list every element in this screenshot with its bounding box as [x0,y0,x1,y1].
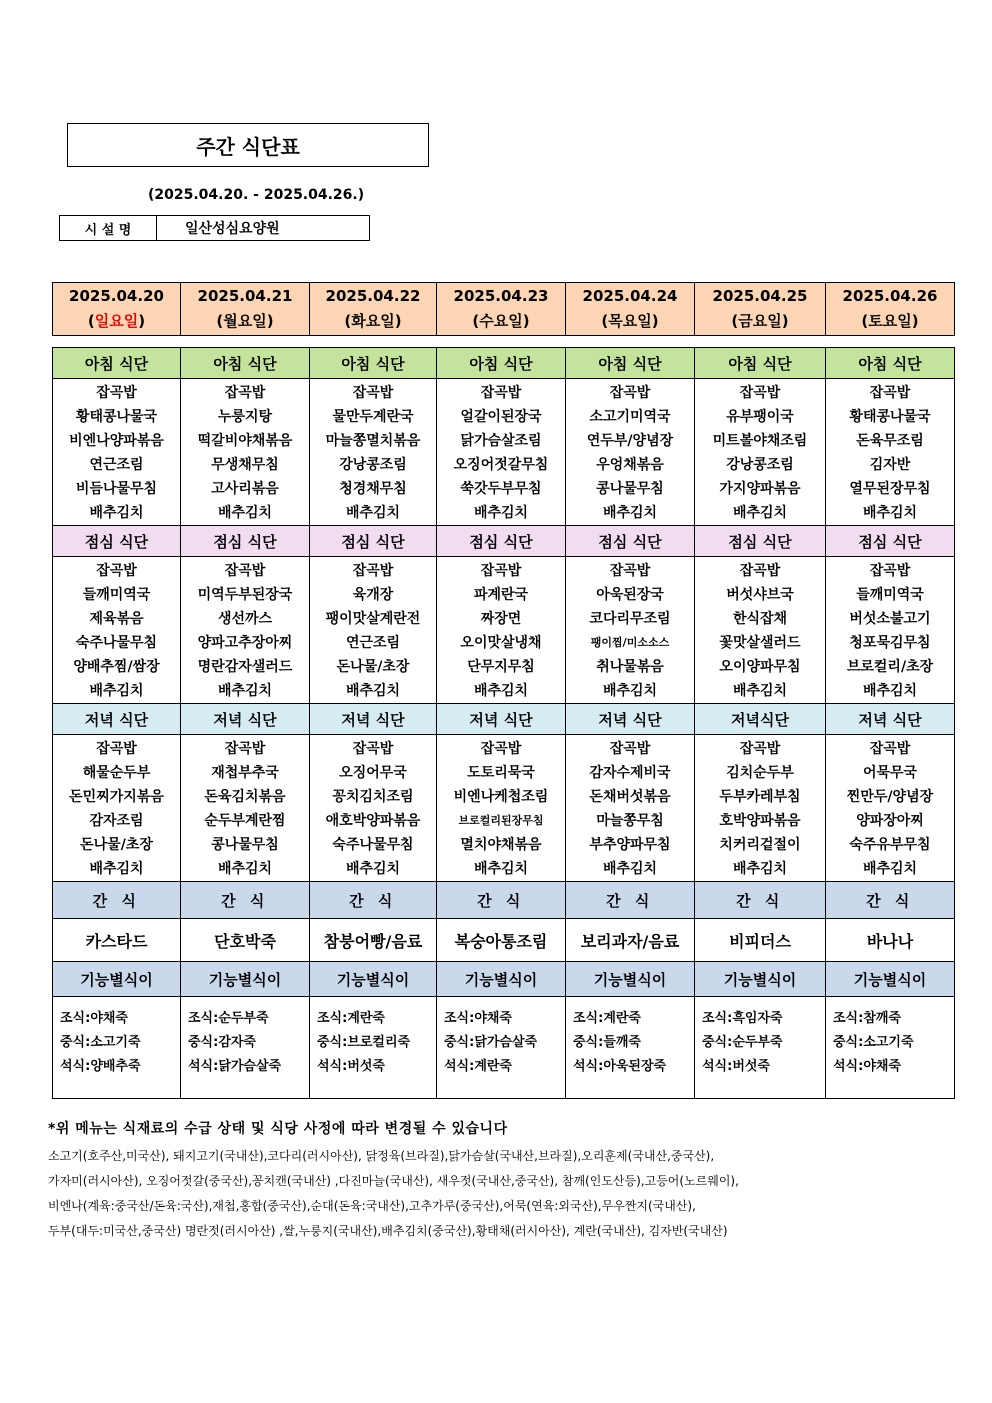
origin-note-line: 소고기(호주산,미국산), 돼지고기(국내산),코다리(러시아산), 닭정육(브라질),닭가슴살(국내산,브라질),오리훈제(국내산,중국산), [48,1149,715,1163]
weekday-close-paren: ) [911,312,919,330]
menu-item: 열무된장무침 [849,481,931,497]
menu-item: 잡곡밥 [96,741,137,757]
menu-item: 잡곡밥 [609,563,651,579]
menu-item: 양배추찜/쌈장 [73,659,160,675]
lunch-label: 점심 식단 [437,526,566,557]
menu-item: 잡곡밥 [96,563,137,579]
date-header-cell [437,283,566,336]
porridge-item: 중식:들깨죽 [573,1035,641,1050]
menu-item: 해물순두부 [82,765,151,781]
menu-item: 배추김치 [217,861,273,877]
snack-item: 카스타드 [53,919,181,962]
functional-diet-cell [566,997,695,1099]
functional-diet-label: 기능별식이 [695,962,826,997]
porridge-item: 중식:순두부죽 [702,1035,783,1050]
menu-item: 양파장아찌 [856,813,924,829]
menu-item: 마늘쫑무침 [596,813,664,829]
date-label: 2025.04.25 [712,287,808,305]
menu-item: 잡곡밥 [869,741,911,757]
functional-diet-header-row [53,962,955,997]
menu-item: 마늘쫑멸치볶음 [325,433,421,449]
menu-item: 두부카레부침 [719,789,801,805]
weekday-open-paren: ( [216,312,224,330]
lunch-menu-cell [437,557,566,704]
menu-item: 배추김치 [732,683,788,699]
lunch-header-row [53,526,955,557]
menu-item: 잡곡밥 [869,385,911,401]
functional-diet-label: 기능별식이 [53,962,181,997]
breakfast-label: 아침 식단 [53,348,181,379]
snack-label: 간 식 [310,882,437,919]
menu-item: 김자반 [869,457,911,473]
weekday-label [181,309,309,334]
date-label: 2025.04.23 [453,287,549,305]
date-header-cell [53,283,181,336]
snack-item: 바나나 [826,919,955,962]
date-header-table [52,282,955,336]
menu-item: 배추김치 [89,861,144,877]
menu-item: 숙주나물무침 [75,635,158,651]
menu-item: 어묵무국 [862,765,918,781]
menu-item: 돈채버섯볶음 [589,789,671,805]
menu-item: 황태콩나물국 [75,409,158,425]
menu-item: 치커리겉절이 [719,837,801,853]
menu-item: 배추김치 [473,505,529,521]
menu-item: 돈육김치볶음 [204,789,286,805]
menu-item: 버섯소불고기 [849,611,931,627]
menu-item: 재첩부추국 [211,765,279,781]
snack-item: 단호박죽 [181,919,310,962]
weekday-label [310,309,436,334]
facility-label: 시 설 명 [60,216,157,240]
lunch-label: 점심 식단 [181,526,310,557]
menu-item: 브로컬리된장무침 [458,814,544,827]
porridge-item: 중식:브로컬리죽 [317,1035,411,1050]
date-label: 2025.04.26 [842,287,938,305]
menu-item: 돈나물/초장 [80,837,153,853]
menu-item: 배추김치 [732,505,788,521]
menu-item: 배추김치 [473,861,529,877]
menu-item: 숙주나물무침 [332,837,414,853]
menu-item: 잡곡밥 [739,563,781,579]
menu-item: 파계란국 [473,587,529,603]
weekday-open-paren: ( [861,312,869,330]
breakfast-header-row [53,348,955,379]
menu-item: 배추김치 [602,861,658,877]
dinner-label: 저녁식단 [695,704,826,735]
functional-diet-label: 기능별식이 [437,962,566,997]
menu-item: 잡곡밥 [869,563,911,579]
menu-item: 브로컬리/초장 [846,659,934,675]
menu-item: 숙주유부무침 [849,837,931,853]
lunch-menu-cell [310,557,437,704]
lunch-menu-cell [826,557,955,704]
porridge-item: 조식:야채죽 [60,1011,128,1026]
lunch-label: 점심 식단 [566,526,695,557]
lunch-menu-cell [181,557,310,704]
porridge-item: 조식:참깨죽 [833,1011,901,1026]
dinner-menu-cell [53,735,181,882]
menu-item: 소고기미역국 [589,409,671,425]
dinner-header-row [53,704,955,735]
menu-item: 잡곡밥 [609,741,651,757]
menu-item: 단무지무침 [467,659,535,675]
weekday-name: 수요일 [479,312,523,330]
breakfast-menu-cell [437,379,566,526]
weekday-open-paren: ( [731,312,739,330]
page-title: 주간 식단표 [67,123,429,167]
menu-item: 비엔나양파볶음 [69,433,164,449]
menu-item: 잡곡밥 [480,563,522,579]
facility-box [59,215,370,241]
menu-item: 배추김치 [602,505,658,521]
functional-diet-cell [826,997,955,1099]
porridge-item: 석식:야채죽 [833,1059,901,1074]
porridge-item: 석식:계란죽 [444,1059,512,1074]
menu-item: 유부팽이국 [726,409,794,425]
menu-item: 닭가슴살조림 [460,433,542,449]
menu-item: 배추김치 [602,683,658,699]
dinner-menu-cell [310,735,437,882]
menu-item: 잡곡밥 [480,385,522,401]
dinner-label: 저녁 식단 [566,704,695,735]
breakfast-menu-cell [53,379,181,526]
menu-period: (2025.04.20. - 2025.04.26.) [148,187,365,203]
porridge-item: 석식:양배추죽 [60,1059,141,1074]
menu-item: 부추양파무침 [589,837,671,853]
snack-item: 비피더스 [695,919,826,962]
snack-item: 보리과자/음료 [566,919,695,962]
snack-label: 간 식 [181,882,310,919]
porridge-item: 석식:버섯죽 [317,1059,385,1074]
menu-item: 한식잡채 [732,611,788,627]
breakfast-menu-cell [695,379,826,526]
weekday-open-paren: ( [344,312,352,330]
menu-item: 애호박양파볶음 [325,813,421,829]
breakfast-menu-cell [826,379,955,526]
menu-item: 꽃맛살샐러드 [719,635,801,651]
menu-item: 무생채무침 [211,457,279,473]
weekday-label [695,309,825,334]
menu-item: 청포묵김무침 [849,635,931,651]
weekday-label [437,309,565,334]
dinner-label: 저녁 식단 [437,704,566,735]
menu-item: 배추김치 [732,861,788,877]
notes-section [48,1118,948,1244]
breakfast-menu-cell [310,379,437,526]
breakfast-menu-cell [566,379,695,526]
dinner-label: 저녁 식단 [181,704,310,735]
menu-item: 들깨미역국 [856,587,924,603]
porridge-item: 조식:흑임자죽 [702,1011,783,1026]
weekday-close-paren: ) [522,312,530,330]
porridge-item: 중식:닭가슴살죽 [444,1035,538,1050]
weekday-label [566,309,694,334]
menu-item: 잡곡밥 [352,563,394,579]
weekday-label [826,309,954,334]
menu-item: 배추김치 [345,505,401,521]
menu-item: 청경채무침 [339,481,407,497]
weekday-label [53,309,180,334]
menu-item: 들깨미역국 [82,587,151,603]
breakfast-label: 아침 식단 [695,348,826,379]
menu-item: 명란감자샐러드 [197,659,293,675]
menu-item: 오이양파무침 [719,659,801,675]
menu-item: 미역두부된장국 [197,587,293,603]
weekday-open-paren: ( [87,312,95,330]
menu-item: 잡곡밥 [224,741,266,757]
dinner-label: 저녁 식단 [53,704,181,735]
menu-item: 오징어무국 [339,765,407,781]
snack-label: 간 식 [53,882,181,919]
menu-item: 강낭콩조림 [339,457,407,473]
weekday-name: 화요일 [351,312,395,330]
weekday-name: 목요일 [608,312,652,330]
dinner-label: 저녁 식단 [310,704,437,735]
menu-item: 비듬나물무침 [75,481,158,497]
functional-diet-label: 기능별식이 [310,962,437,997]
date-header-cell [310,283,437,336]
snack-row [53,919,955,962]
menu-item: 멸치야채볶음 [460,837,542,853]
breakfast-label: 아침 식단 [566,348,695,379]
menu-item: 잡곡밥 [224,563,266,579]
menu-item: 육개장 [352,587,394,603]
menu-item: 배추김치 [862,861,918,877]
date-label: 2025.04.21 [197,287,293,305]
menu-item: 생선까스 [217,611,273,627]
weekday-close-paren: ) [394,312,402,330]
date-header-cell [566,283,695,336]
lunch-label: 점심 식단 [53,526,181,557]
menu-item: 도토리묵국 [467,765,535,781]
menu-item: 취나물볶음 [596,659,664,675]
functional-diet-cell [437,997,566,1099]
breakfast-menu-row [53,379,955,526]
menu-item: 잡곡밥 [739,385,781,401]
lunch-label: 점심 식단 [310,526,437,557]
notes-heading: *위 메뉴는 식재료의 수급 상태 및 식당 사정에 따라 변경될 수 있습니다 [48,1121,508,1137]
menu-item: 배추김치 [217,505,273,521]
snack-label: 간 식 [695,882,826,919]
menu-item: 고사리볶음 [211,481,279,497]
snack-item: 참붕어빵/음료 [310,919,437,962]
weekday-name: 일요일 [94,312,139,330]
menu-item: 아욱된장국 [596,587,664,603]
snack-label: 간 식 [566,882,695,919]
weekly-menu-table [52,347,955,1099]
functional-diet-row [53,997,955,1099]
menu-item: 호박양파볶음 [719,813,801,829]
porridge-item: 중식:소고기죽 [60,1035,141,1050]
functional-diet-cell [53,997,181,1099]
menu-item: 배추김치 [862,683,918,699]
menu-item: 제육볶음 [89,611,144,627]
menu-item: 잡곡밥 [480,741,522,757]
porridge-item: 석식:버섯죽 [702,1059,770,1074]
date-header-cell [181,283,310,336]
menu-item: 오징어젓갈무침 [453,457,549,473]
menu-item: 콩나물무침 [596,481,664,497]
menu-item: 배추김치 [345,683,401,699]
menu-item: 양파고추장아찌 [197,635,293,651]
lunch-label: 점심 식단 [695,526,826,557]
weekday-name: 금요일 [738,312,782,330]
porridge-item: 조식:계란죽 [573,1011,641,1026]
menu-item: 배추김치 [345,861,401,877]
lunch-menu-cell [53,557,181,704]
menu-item: 버섯샤브국 [726,587,794,603]
dinner-label: 저녁 식단 [826,704,955,735]
weekday-close-paren: ) [266,312,274,330]
dinner-menu-cell [826,735,955,882]
menu-item: 꽁치김치조림 [332,789,414,805]
snack-label: 간 식 [826,882,955,919]
lunch-menu-row [53,557,955,704]
menu-item: 돈민찌가지볶음 [69,789,164,805]
menu-item: 돈나물/초장 [336,659,410,675]
menu-item: 잡곡밥 [96,385,137,401]
dinner-menu-cell [437,735,566,882]
breakfast-label: 아침 식단 [181,348,310,379]
menu-item: 연근조림 [89,457,144,473]
snack-item: 복숭아통조림 [437,919,566,962]
origin-note-line: 가자미(러시아산), 오징어젓갈(중국산),꽁치캔(국내산) ,다진마늘(국내산), 새우젓(국내산,중국산), 참깨(인도산등),고등어(노르웨이), [48,1174,739,1188]
menu-item: 짜장면 [480,611,522,627]
menu-item: 떡갈비야채볶음 [197,433,293,449]
menu-item: 팽이찜/미소소스 [590,636,670,649]
menu-item: 강낭콩조림 [726,457,794,473]
date-label: 2025.04.24 [582,287,678,305]
date-header-cell [695,283,826,336]
menu-item: 잡곡밥 [352,385,394,401]
breakfast-label: 아침 식단 [437,348,566,379]
porridge-item: 중식:소고기죽 [833,1035,914,1050]
dinner-menu-cell [695,735,826,882]
menu-item: 연근조림 [345,635,401,651]
porridge-item: 조식:야채죽 [444,1011,512,1026]
menu-item: 누룽지탕 [217,409,273,425]
porridge-item: 조식:계란죽 [317,1011,385,1026]
porridge-item: 석식:아욱된장죽 [573,1059,667,1074]
menu-item: 얼갈이된장국 [460,409,542,425]
menu-item: 잡곡밥 [352,741,394,757]
menu-item: 순두부계란찜 [204,813,286,829]
weekday-close-paren: ) [651,312,659,330]
menu-item: 배추김치 [89,505,144,521]
functional-diet-cell [310,997,437,1099]
menu-item: 황태콩나물국 [849,409,931,425]
menu-item: 팽이맛살계란전 [325,611,421,627]
breakfast-label: 아침 식단 [826,348,955,379]
dinner-menu-cell [566,735,695,882]
functional-diet-cell [181,997,310,1099]
menu-item: 가지양파볶음 [719,481,801,497]
menu-item: 잡곡밥 [609,385,651,401]
menu-item: 배추김치 [217,683,273,699]
breakfast-label: 아침 식단 [310,348,437,379]
weekday-open-paren: ( [601,312,609,330]
porridge-item: 석식:닭가슴살죽 [188,1059,282,1074]
dinner-menu-cell [181,735,310,882]
weekday-close-paren: ) [781,312,789,330]
menu-item: 배추김치 [862,505,918,521]
menu-item: 잡곡밥 [739,741,781,757]
menu-item: 배추김치 [473,683,529,699]
date-label: 2025.04.22 [325,287,421,305]
functional-diet-cell [695,997,826,1099]
date-header-cell [826,283,955,336]
porridge-item: 중식:감자죽 [188,1035,256,1050]
menu-item: 돈육무조림 [856,433,924,449]
menu-item: 오이맛살냉채 [460,635,542,651]
facility-name: 일산성심요양원 [185,221,280,237]
functional-diet-label: 기능별식이 [566,962,695,997]
weekday-name: 월요일 [223,312,267,330]
menu-item: 우엉채볶음 [596,457,664,473]
snack-header-row [53,882,955,919]
snack-label: 간 식 [437,882,566,919]
dinner-menu-row [53,735,955,882]
menu-item: 물만두계란국 [332,409,414,425]
breakfast-menu-cell [181,379,310,526]
weekday-name: 토요일 [868,312,912,330]
weekday-open-paren: ( [472,312,480,330]
menu-item: 김치순두부 [726,765,794,781]
menu-item: 미트볼야채조림 [712,433,808,449]
menu-item: 감자조림 [89,813,144,829]
menu-item: 쑥갓두부무침 [460,481,542,497]
weekday-close-paren: ) [138,312,146,330]
menu-item: 코다리무조림 [589,611,671,627]
menu-item: 배추김치 [89,683,144,699]
date-label: 2025.04.20 [69,287,164,305]
functional-diet-label: 기능별식이 [826,962,955,997]
menu-item: 감자수제비국 [589,765,671,781]
lunch-menu-cell [566,557,695,704]
origin-note-line: 비엔나(계육:중국산/돈육:국산),재첩,홍합(중국산),순대(돈육:국내산),고추가루(중국산),어묵(연육:외국산),무우짠지(국내산), [48,1199,696,1213]
menu-item: 연두부/양념장 [586,433,674,449]
menu-item: 찐만두/양념장 [846,789,934,805]
menu-item: 비엔나케첩조림 [453,789,549,805]
lunch-label: 점심 식단 [826,526,955,557]
menu-item: 잡곡밥 [224,385,266,401]
menu-item: 콩나물무침 [211,837,279,853]
functional-diet-label: 기능별식이 [181,962,310,997]
origin-note-line: 두부(대두:미국산,중국산) 명란젓(러시아산) ,쌀,누룽지(국내산),배추김치(중국산),황태채(러시아산), 계란(국내산), 김자반(국내산) [48,1224,728,1238]
porridge-item: 조식:순두부죽 [188,1011,269,1026]
lunch-menu-cell [695,557,826,704]
